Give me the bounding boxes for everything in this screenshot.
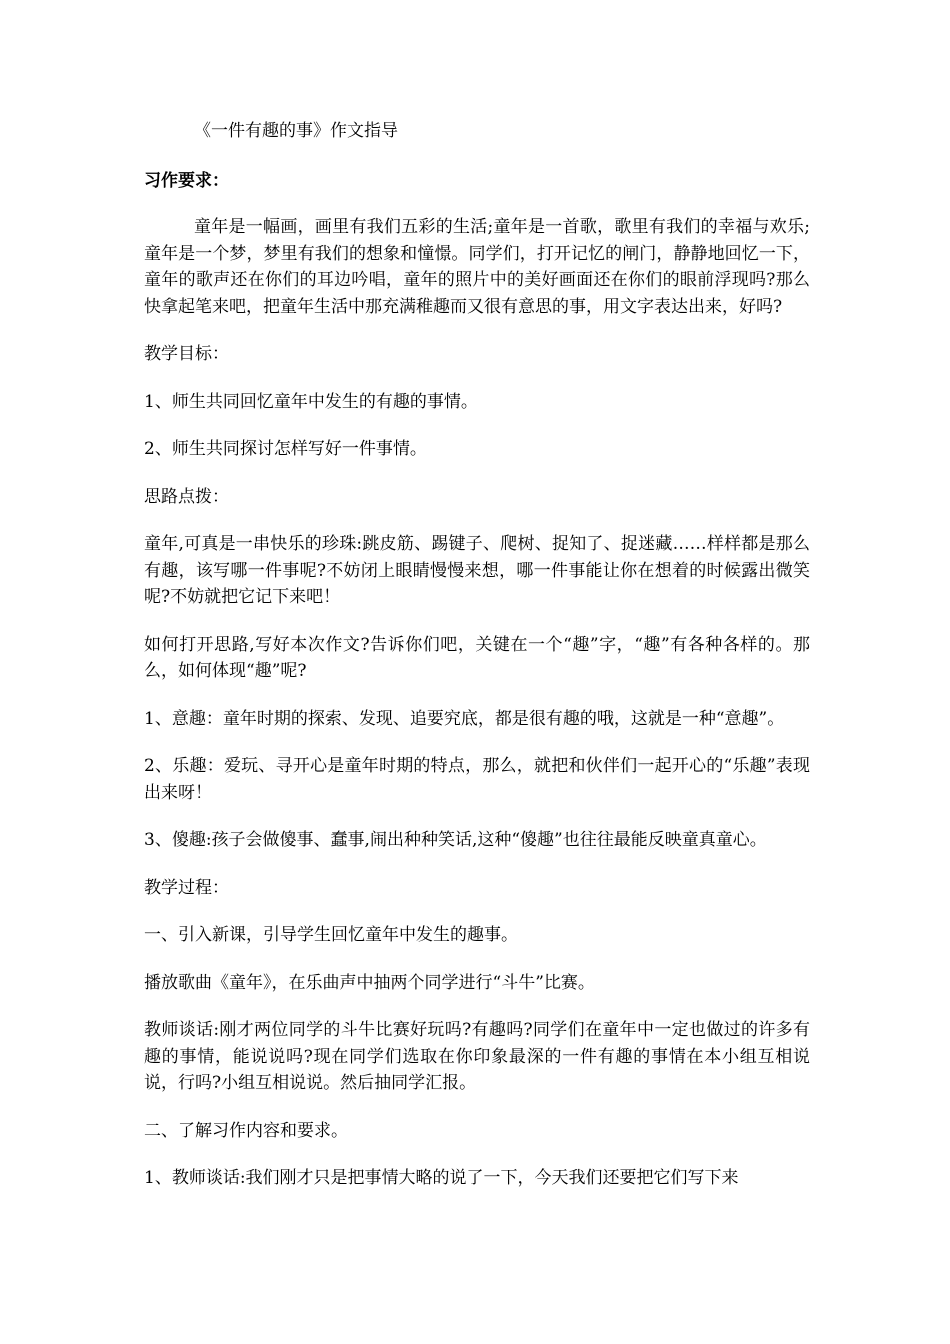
ideas-heading: 思路点拨： — [144, 486, 229, 507]
process-step-2-paragraph-1: 1、教师谈话:我们刚才只是把事情大略的说了一下，今天我们还要把它们写下来 — [144, 1168, 739, 1188]
document-title: 《一件有趣的事》作文指导 — [194, 121, 398, 141]
fun-item-2: 2、乐趣：爱玩、寻开心是童年时期的特点，那么，就把和伙伴们一起开心的“乐趣”表现出来呀！ — [144, 756, 810, 803]
goals-heading: 教学目标： — [144, 344, 229, 364]
ideas-paragraph-1: 童年,可真是一串快乐的珍珠:跳皮筋、踢键子、爬树、捉知了、捉迷藏……样样都是那么有趣，该写哪一件事呢?不妨闭上眼睛慢慢来想，哪一件事能让你在想着的时候露出微笑呢?不妨就把它记下来吧！ — [144, 534, 810, 607]
process-step-1: 一、引入新课，引导学生回忆童年中发生的趣事。 — [144, 925, 518, 945]
requirements-heading: 习作要求： — [144, 171, 229, 191]
process-step-1-paragraph-1: 播放歌曲《童年》，在乐曲声中抽两个同学进行“斗牛”比赛。 — [144, 972, 595, 993]
document-page — [144, 118, 810, 1213]
ideas-paragraph-2: 如何打开思路,写好本次作文?告诉你们吧，关键在一个“趣”字，“趣”有各种各样的。那么，如何体现“趣”呢? — [144, 634, 810, 681]
process-step-2: 二、了解习作内容和要求。 — [144, 1120, 348, 1141]
goal-item-1: 1、师生共同回忆童年中发生的有趣的事情。 — [144, 391, 478, 412]
process-heading: 教学过程： — [144, 877, 229, 898]
goal-item-2: 2、师生共同探讨怎样写好一件事情。 — [144, 439, 427, 459]
requirements-paragraph: 童年是一幅画，画里有我们五彩的生活;童年是一首歌，歌里有我们的幸福与欢乐;童年是一个梦，梦里有我们的想象和憧憬。同学们，打开记忆的闸门，静静地回忆一下，童年的歌声还在你们的耳边吟唱，童年的照片中的美好画面还在你们的眼前浮现吗?那么快拿起笔来吧，把童年生活中那充满稚趣而又很有意思的事，用文字表达出来，好吗? — [144, 217, 810, 317]
process-step-1-paragraph-2: 教师谈话:刚才两位同学的斗牛比赛好玩吗?有趣吗?同学们在童年中一定也做过的许多有趣的事情，能说说吗?现在同学们选取在你印象最深的一件有趣的事情在本小组互相说说，行吗?小组互相说说。然后抽同学汇报。 — [144, 1020, 810, 1093]
fun-item-3: 3、傻趣:孩子会做傻事、蠢事,闹出种种笑话,这种“傻趣”也往往最能反映童真童心。 — [144, 830, 767, 850]
fun-item-1: 1、意趣：童年时期的探索、发现、追要究底，都是很有趣的哦，这就是一种“意趣”。 — [144, 708, 785, 729]
